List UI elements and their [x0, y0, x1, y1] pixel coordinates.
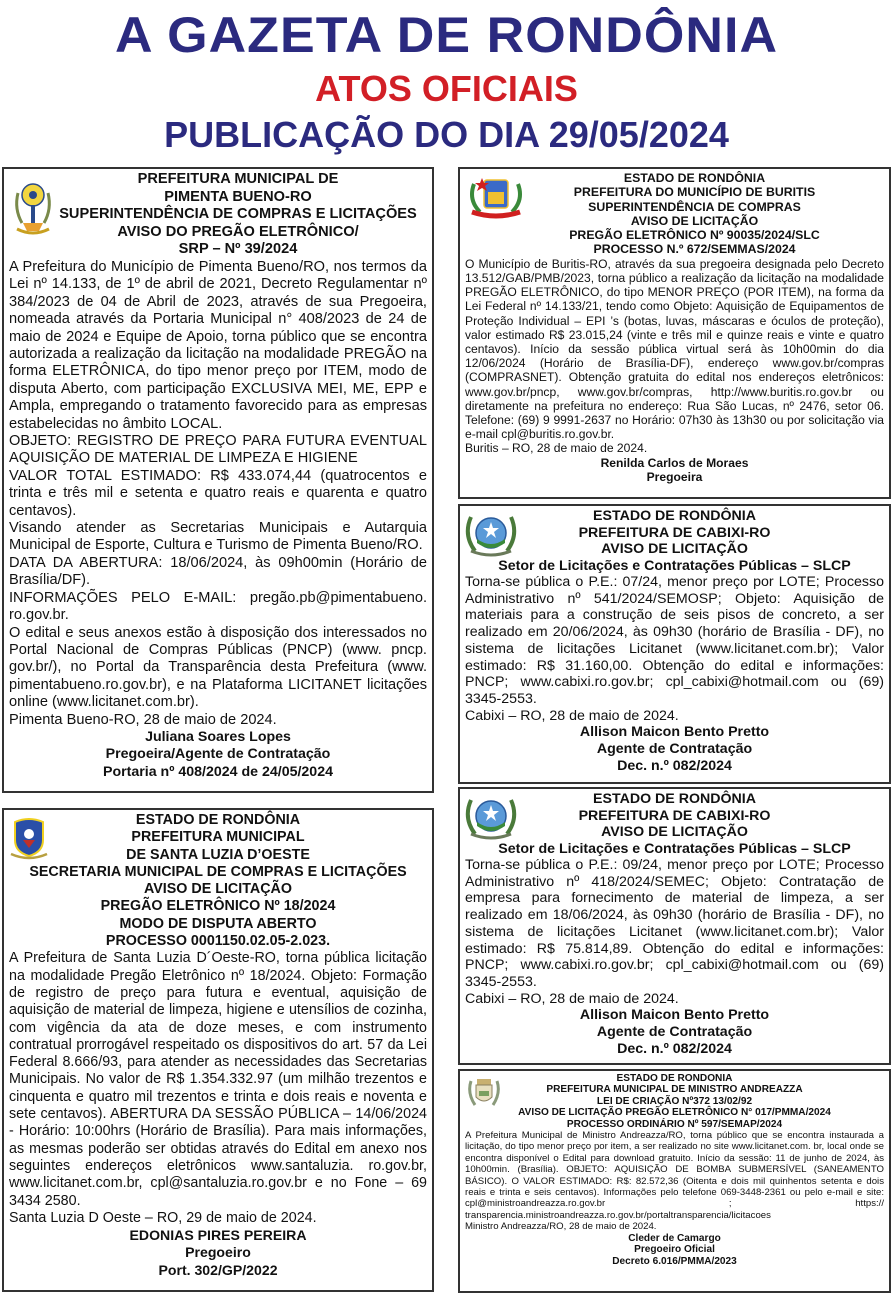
signatory-act: Port. 302/GP/2022	[158, 1261, 278, 1278]
notice-heading-line: SECRETARIA MUNICIPAL DE COMPRAS E LICITAÇÕES	[29, 863, 407, 880]
notice-heading-line: PREFEITURA DE CABIXI-RO	[578, 524, 771, 541]
notice-santa-luzia	[2, 808, 434, 1292]
notice-paragraph: O edital e seus anexos estão à disposição dos interessados no Portal Nacional de Compras Públicas (PNCP) (www. pncp. gov.br/), no Portal da Transparência desta Prefeitura (www. pimentabueno.ro.gov.br), e na Plataforma LICITANET licitações online (www.licitanet.com.br).	[9, 624, 427, 711]
notice-heading-line: PIMENTA BUENO-RO	[164, 188, 312, 205]
signatory-role: Agente de Contratação	[596, 1023, 753, 1040]
signatory-act: Decreto 6.016/PMMA/2023	[612, 1255, 737, 1267]
notice-heading-line: PREFEITURA DE CABIXI-RO	[578, 807, 771, 824]
signatory-act: Dec. n.º 082/2024	[617, 757, 732, 774]
signatory-name: Allison Maicon Bento Pretto	[579, 1007, 770, 1024]
notice-cabixi-pe-09	[458, 787, 891, 1065]
notice-heading-line: PREFEITURA DO MUNICÍPIO DE BURITIS	[573, 185, 816, 200]
notice-heading-line: DE SANTA LUZIA D’OESTE	[126, 846, 310, 863]
notice-heading-line: SUPERINTENDÊNCIA DE COMPRAS E LICITAÇÕES	[59, 206, 417, 223]
notice-heading-line: Setor de Licitações e Contratações Públicas – SLCP	[498, 557, 851, 574]
notice-heading-line: LEI DE CRIAÇÃO Nº372 13/02/92	[596, 1095, 753, 1107]
notice-paragraph: Visando atender as Secretarias Municipais e Autarquia Municipal de Esporte, Cultura e Turismo de Pimenta Bueno/RO.	[9, 520, 427, 554]
notice-paragraph: VALOR TOTAL ESTIMADO: R$ 433.074,44 (quatrocentos e trinta e três mil e setenta e quatro reais e quarenta e quatro centavos).	[9, 467, 427, 519]
place-date: Cabixi – RO, 28 de maio de 2024.	[465, 990, 679, 1007]
notice-paragraph: DATA DA ABERTURA: 18/06/2024, às 09h00min (Horário de Brasília/DF).	[9, 554, 427, 589]
notice-paragraph: Torna-se pública o P.E.: 07/24, menor preço por LOTE; Processo Administrativo nº 541/2024/SEMOSP; Objeto: Aquisição de materiais para a construção de seis pisos de concreto, a ser realizado em 20/06/2024, às 09h30 (horário de Brasília - DF), no sistema de licitações Licitanet (www.licitanet.com.br); Valor estimado: R$ 31.160,00. Obtenção do edital e informações: PNCP; www.cabixi.ro.gov.br; cpl_cabixi@hotmail.com ou (69) 3345-2553.	[465, 574, 884, 707]
signatory-role: Pregoeiro	[185, 1244, 251, 1261]
notice-heading-line: Setor de Licitações e Contratações Públicas – SLCP	[498, 840, 851, 857]
buritis-coat-of-arms-icon	[468, 174, 524, 220]
notice-heading-line: MODO DE DISPUTA ABERTO	[119, 915, 317, 932]
signatory-role: Pregoeira	[646, 470, 703, 485]
notice-heading-line: AVISO DE LICITAÇÃO	[601, 824, 748, 840]
notice-heading-line: PROCESSO ORDINÁRIO Nº 597/SEMAP/2024	[566, 1118, 783, 1130]
signatory-name: Allison Maicon Bento Pretto	[579, 724, 770, 741]
signatory-act: Portaria nº 408/2024 de 24/05/2024	[103, 763, 333, 780]
newspaper-title: A GAZETA DE RONDÔNIA	[114, 7, 779, 63]
notice-heading-line: PROCESSO N.º 672/SEMMAS/2024	[593, 242, 796, 257]
place-date: Pimenta Bueno-RO, 28 de maio de 2024.	[9, 711, 277, 728]
notice-buritis	[458, 167, 891, 499]
notice-paragraph: O Município de Buritis-RO, através da sua pregoeira designada pelo Decreto 13.512/GAB/PMB/2023, torna público a realização da licitação na modalidade PREGÃO ELETRÔNICO, do tipo MENOR PREÇO (POR ITEM), na forma da Lei Federal nº 14.133/21, tendo como Objeto: Aquisição de Equipamentos de Proteção Individual – EPI ’s (botas, luvas, máscaras e óculos de proteção), valor estimado R$ 23.015,24 (vinte e três mil e quinze reais e vinte e quatro centavos). Início da sessão pública virtual será às 10h00min do dia 12/06/2024 (Horário de Brasília-DF), endereço www.gov.br/compras (COMPRASNET). Obtenção gratuita do edital nos endereços eletrônicos: www.gov.br/pncp, www.gov.br/compras, http://www.buritis.ro.gov.br ou diretamente na prefeitura no endereço: Rua São Lucas, nº 2476, setor 06. Telefone: (69) 9 9991-2637 no Horário: 07h30 às 13h30 ou por solicitação via e-mail cpl@buritis.ro.gov.br.	[465, 256, 884, 442]
notice-heading-line: PREFEITURA MUNICIPAL DE MINISTRO ANDREAZZA	[546, 1084, 803, 1096]
notice-paragraph: A Prefeitura Municipal de Ministro Andreazza/RO, torna público que se encontra instaurada a licitação, do tipo menor preço por item, a ser realizado no site www.licitanet.com. br, local onde se encontra disponível o Edital para download gratuito. Início da sessão: 11 de junho de 2024, às 10h00min. (Brasília). OBJETO: AQUISIÇÃO DE BOMBA SUBMERSÍVEL (SANEAMENTO BÁSICO). O VALOR ESTIMADO: R$: 82.572,36 (Oitenta e dois mil quinhentos setenta e dois reais e trinta e seis centavos). Informações pelo telefone 069-3448-2361 ou pelo e-mail e site: cpl@ministroandreazza.ro.gov.br ; https:// transparencia.ministroandreazza.ro.gov.br/portaltransparencia/licitacoes	[465, 1130, 884, 1221]
place-date: Ministro Andreazza/RO, 28 de maio de 2024.	[465, 1221, 657, 1233]
masthead	[0, 0, 893, 165]
notice-cabixi-pe-07	[458, 504, 891, 784]
notice-paragraph: OBJETO: REGISTRO DE PREÇO PARA FUTURA EVENTUAL AQUISIÇÃO DE MATERIAL DE LIMPEZA E HIGIENE	[9, 433, 427, 467]
notice-paragraph: A Prefeitura de Santa Luzia D´Oeste-RO, torna pública licitação na modalidade Pregão Eletrônico nº 18/2024. Objeto: Formação de registro de preço para futura e eventual, aquisição de aquisição de material de limpeza, higiene e utensílios de cozinha, com vigência da ata de doze meses, e com instrumento contratual prorrogável respeitado os dispositivos do art. 57 da Lei Federal 8.666/93, para atender as necessidades das Secretarias Municipais. No valor de R$ 1.354.332.97 (um milhão trezentos e cinquenta e quatro mil trezentos e trinta e dois reais e noventa e sete centavos). ABERTURA DA SESSÃO PÚBLICA – 14/06/2024 - Horário: 10:00hrs (Horário de Brasília). Para mais informações, as mesmas poderão ser obtidas através do Edital em anexo nos seguintes endereços eletrônicos www.santaluzia. ro.gov.br, www.licitanet.com.br, cpl@santaluzia.ro.gov.br e no Fone – 69 3434 2580.	[9, 950, 427, 1209]
notice-heading-line: PREGÃO ELETRÔNICO Nº 90035/2024/SLC	[569, 228, 820, 243]
signatory-role: Agente de Contratação	[596, 740, 753, 757]
notice-heading-line: SRP – Nº 39/2024	[178, 241, 298, 258]
notice-heading-line: AVISO DE LICITAÇÃO	[630, 213, 759, 228]
ministro-andreazza-coat-of-arms-icon	[467, 1075, 501, 1109]
notice-heading-line: ESTADO DE RONDÔNIA	[623, 171, 766, 185]
publication-date: PUBLICAÇÃO DO DIA 29/05/2024	[164, 114, 729, 155]
section-title: ATOS OFICIAIS	[315, 68, 578, 109]
notice-heading-line: ESTADO DE RONDÔNIA	[593, 508, 756, 524]
notice-heading-line: PREFEITURA MUNICIPAL DE	[137, 171, 339, 187]
signatory-name: Juliana Soares Lopes	[145, 728, 291, 745]
notice-heading-line: ESTADO DE RONDONIA	[616, 1073, 733, 1084]
cabixi-coat-of-arms-icon	[463, 509, 519, 559]
notice-heading-line: AVISO DO PREGÃO ELETRÔNICO/	[117, 223, 359, 240]
signatory-act: Dec. n.º 082/2024	[617, 1040, 732, 1057]
signatory-name: Cleder de Camargo	[628, 1232, 721, 1244]
cabixi-coat-of-arms-icon	[463, 792, 519, 842]
signatory-name: Renilda Carlos de Moraes	[600, 455, 749, 470]
notice-heading-line: AVISO DE LICITAÇÃO PREGÃO ELETRÔNICO N° 017/PMMA/2024	[518, 1107, 831, 1119]
signatory-role: Pregoeira/Agente de Contratação	[105, 746, 331, 763]
place-date: Cabixi – RO, 28 de maio de 2024.	[465, 707, 679, 724]
notice-heading-line: PREFEITURA MUNICIPAL	[131, 829, 305, 846]
notice-paragraph: Torna-se pública o P.E.: 09/24, menor preço por LOTE; Processo Administrativo nº 418/2024/SEMEC; Objeto: Contratação de empresa para fornecimento de material de limpeza, a ser realizado em 18/06/2024, às 09h30 (horário de Brasília - DF), no sistema de licitações Licitanet (www.licitanet.com.br); Valor estimado: R$ 75.814,89. Obtenção do edital e informações: PNCP; www.cabixi.ro.gov.br; cpl_cabixi@hotmail.com ou (69) 3345-2553.	[465, 857, 884, 990]
santa-luzia-coat-of-arms-icon	[9, 816, 49, 860]
signatory-role: Pregoeiro Oficial	[634, 1244, 715, 1256]
notice-pimenta-bueno	[2, 167, 434, 793]
notice-heading-line: SUPERINTENDÊNCIA DE COMPRAS	[588, 199, 801, 214]
notice-heading-line: AVISO DE LICITAÇÃO	[143, 881, 292, 898]
place-date: Santa Luzia D Oeste – RO, 29 de maio de 2024.	[9, 1209, 317, 1226]
notice-heading-line: ESTADO DE RONDÔNIA	[135, 812, 301, 828]
notice-paragraph: A Prefeitura do Município de Pimenta Bueno/RO, nos termos da Lei nº 14.133, de 1º de abril de 2021, Decreto Regulamentar nº 384/2023 de 04 de Abril de 2023, através de sua Pregoeira, nomeada através da Portaria Municipal n° 408/2023 de 24 de maio de 2024 e Equipe de Apoio, torna público que se encontra autorizada a realização da licitação na modalidade PREGÃO na forma ELETRÔNICA, do tipo menor preço por ITEM, modo de disputa Aberto, com participação EXCLUSIVA MEI, ME, EPP e Ampla, empregando o tratamento favorecido para as empresas estabelecidas no âmbito LOCAL.	[9, 258, 427, 432]
place-date: Buritis – RO, 28 de maio de 2024.	[465, 441, 648, 456]
notice-heading-line: AVISO DE LICITAÇÃO	[601, 541, 748, 557]
notice-paragraph: INFORMAÇÕES PELO E-MAIL: pregão.pb@pimentabueno. ro.gov.br.	[9, 589, 427, 624]
notice-ministro-andreazza	[458, 1069, 891, 1293]
pimenta-bueno-coat-of-arms-icon	[12, 179, 54, 239]
notice-heading-line: PROCESSO 0001150.02.05-2.023.	[105, 933, 331, 950]
notice-heading-line: PREGÃO ELETRÔNICO Nº 18/2024	[100, 898, 336, 915]
signatory-name: EDONIAS PIRES PEREIRA	[129, 1227, 307, 1244]
notice-heading-line: ESTADO DE RONDÔNIA	[593, 791, 756, 807]
